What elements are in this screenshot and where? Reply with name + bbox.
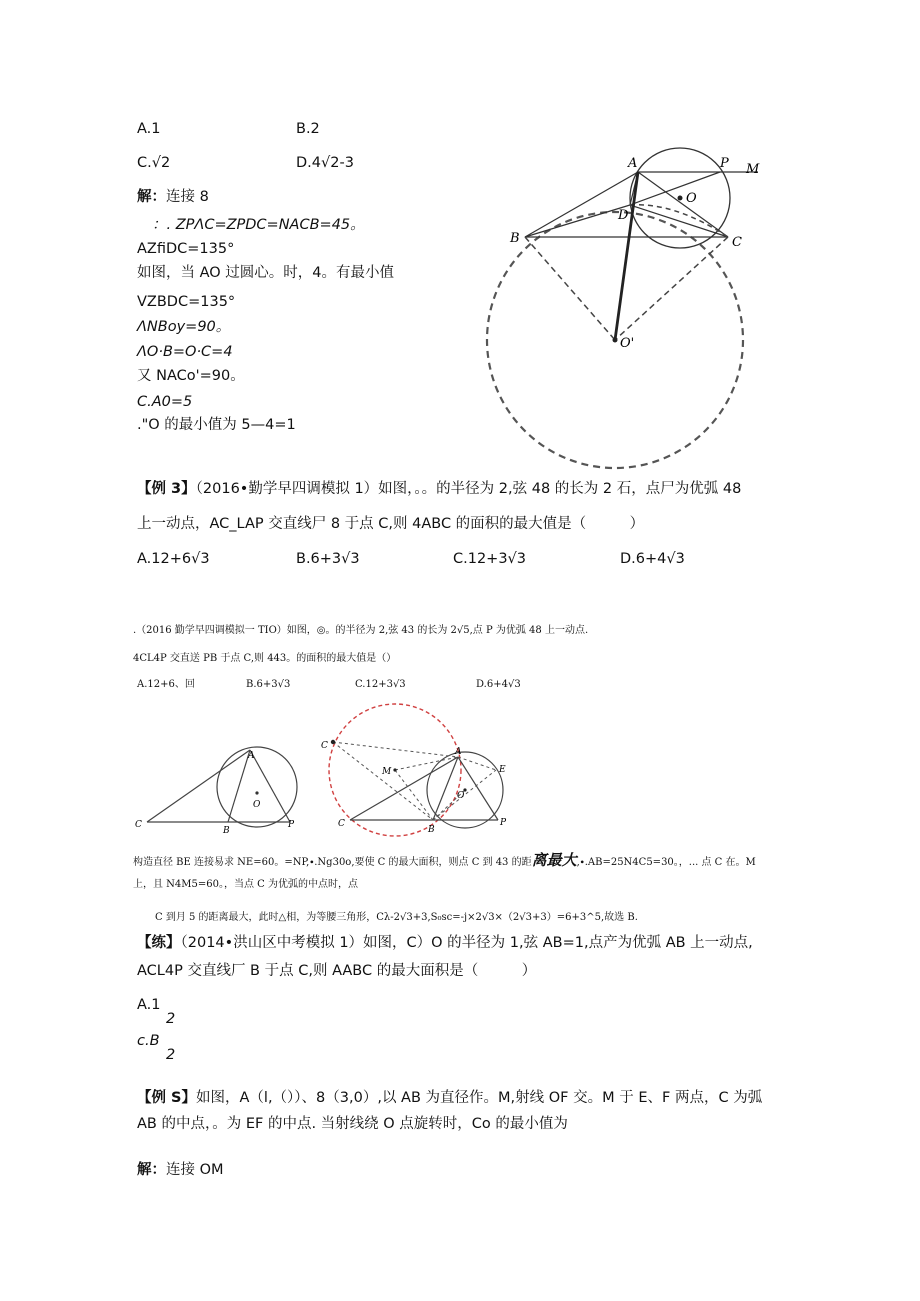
example5-line2: AB 的中点，。为 EF 的中点. 当射线绕 O 点旋转时，Co 的最小值为 bbox=[137, 1116, 568, 1132]
label-m: M bbox=[746, 162, 760, 177]
fig2-center bbox=[255, 791, 258, 794]
line-ab bbox=[525, 172, 638, 237]
option-d: D.4√2-3 bbox=[296, 155, 354, 171]
fig2-label-p: P bbox=[288, 820, 295, 830]
line-dc bbox=[630, 205, 728, 237]
practice-line1 bbox=[137, 936, 753, 951]
label-p: P bbox=[720, 156, 729, 171]
small-line2: 4CL4P 交直送 PB 于点 C,则 443。的面积的最大值是（） bbox=[133, 653, 397, 664]
solution-head: 解： bbox=[137, 189, 166, 205]
small-solution-1a: 构造直径 BE 连接易求 NE=60。=NP,∙.Ng30o,要使 C 的最大面积，则点 C 到 43 的距 bbox=[133, 857, 532, 868]
fig3-dash-ma bbox=[395, 757, 458, 770]
example3-opt-a: A.12+6√3 bbox=[137, 551, 210, 567]
solution-line-3: 如图，当 AO 过圆心。时，4。有最小值 bbox=[137, 265, 395, 281]
label-b: B bbox=[510, 231, 520, 246]
option-b: B.2 bbox=[296, 121, 320, 137]
small-opt-c: C.12+3√3 bbox=[355, 679, 406, 690]
line-bd bbox=[525, 205, 630, 237]
label-d: D bbox=[618, 208, 629, 223]
line-ac bbox=[638, 172, 728, 237]
geometry-figure-1 bbox=[470, 140, 770, 480]
example5-tag: 【例 S】 bbox=[137, 1090, 196, 1106]
option-c: C.√2 bbox=[137, 155, 171, 171]
solution-line-4: VZBDC=135° bbox=[137, 294, 236, 310]
fig3-line-ap bbox=[458, 757, 498, 820]
small-opt-d: D.6+4√3 bbox=[476, 679, 521, 690]
fig3-label-m: M bbox=[382, 767, 392, 777]
practice-tag: 【练】 bbox=[137, 935, 181, 951]
example3-opt-c: C.12+3√3 bbox=[453, 551, 527, 567]
solution-line-1: ：. ZPΛC=ZPDC=NACB=45。 bbox=[152, 217, 365, 233]
fig3-label-b: B bbox=[428, 825, 435, 835]
example3-tag: 【例 3】 bbox=[137, 481, 196, 497]
practice-opt-c: c.B bbox=[137, 1033, 160, 1049]
fig3-dash-c1a bbox=[333, 742, 458, 757]
small-line1: .（2016 勤学早四调模拟一 TIO）如图，◎。的半径为 2,弦 43 的长为 2√5,点 P 为优弧 48 上一动点. bbox=[133, 625, 589, 636]
small-solution-line3: C 到月 5 的距离最大，此时△相，为等腰三角形，Cλ-2√3+3,S₀sc=-j×2√3×（2√3+3）=6+3^5,故选 B. bbox=[155, 912, 638, 923]
fig3-label-o: O bbox=[457, 791, 465, 801]
example3-text1: （2016•勤学早四调模拟 1）如图，。。的半径为 2,弦 48 的长为 2 石，点尸为优弧 48 bbox=[195, 481, 742, 497]
label-o: O bbox=[686, 191, 697, 206]
example3-line2: 上一动点，AC_LAP 交直线尸 8 于点 C,则 4ABC 的面积的最大值是（ ） bbox=[137, 516, 645, 532]
practice-line2: ACL4P 交直线厂 B 于点 C,则 AABC 的最大面积是（ ） bbox=[137, 963, 537, 979]
fig3-line-ca bbox=[350, 757, 458, 820]
fig2-label-a: A bbox=[248, 751, 255, 761]
option-a: A.1 bbox=[137, 121, 161, 137]
dashed-co2 bbox=[615, 237, 728, 340]
dashed-bo2 bbox=[525, 237, 615, 340]
example3-line1 bbox=[137, 482, 741, 497]
fig2-line-ap bbox=[250, 750, 290, 822]
fig3-label-c2: C bbox=[338, 819, 345, 829]
practice-opt-a: A.1 bbox=[137, 997, 161, 1013]
example3-opt-d: D.6+4√3 bbox=[620, 551, 685, 567]
solution-line-6: ΛO·B=O·C=4 bbox=[137, 344, 233, 360]
fig3-line-ab bbox=[433, 757, 458, 820]
solution-line-2: AZfiDC=135° bbox=[137, 241, 235, 257]
practice-opt-c-sub: 2 bbox=[166, 1047, 176, 1063]
label-a: A bbox=[628, 156, 638, 171]
geometry-figure-2 bbox=[130, 745, 310, 840]
fig3-dash-ae bbox=[458, 757, 496, 770]
fig3-label-e: E bbox=[499, 765, 506, 775]
small-opt-a: A.12+6、回 bbox=[137, 679, 195, 690]
fig3-point-c1 bbox=[331, 740, 335, 744]
example3-opt-b: B.6+3√3 bbox=[296, 551, 360, 567]
example5-line1 bbox=[137, 1091, 762, 1106]
small-solution-line1 bbox=[133, 853, 756, 868]
center-o bbox=[678, 196, 683, 201]
fig3-point-m bbox=[393, 768, 396, 771]
solution-line-5: ΛNBoy=90。 bbox=[137, 319, 231, 335]
fig3-label-a: A bbox=[455, 747, 462, 757]
solution-line-0 bbox=[137, 190, 209, 205]
fig3-label-c1: C bbox=[321, 741, 328, 751]
line-pd bbox=[630, 172, 720, 205]
solution-line-9: ."O 的最小值为 5—4=1 bbox=[137, 417, 296, 433]
small-solution-1c: ,∙.AB=25N4C5=30。，... 点 C 在。M bbox=[576, 857, 756, 868]
solution-line-8: C.A0=5 bbox=[137, 394, 193, 410]
label-o-prime: O' bbox=[620, 336, 635, 351]
practice-text1: （2014•洪山区中考模拟 1）如图，C）O 的半径为 1,弦 AB=1,点产为优弧 AB 上一动点, bbox=[180, 935, 753, 951]
fig3-label-p: P bbox=[500, 818, 507, 828]
fig2-line-ca bbox=[147, 750, 250, 822]
fig2-label-c: C bbox=[135, 820, 142, 830]
small-opt-b: B.6+3√3 bbox=[246, 679, 291, 690]
final-solution-text: 连接 OM bbox=[166, 1162, 224, 1178]
fig2-line-ab bbox=[228, 750, 250, 822]
small-solution-1b: 离最大 bbox=[531, 851, 577, 869]
small-solution-line2: 上，且 N4M5=60。，当点 C 为优弧的中点时，点 bbox=[133, 879, 359, 890]
final-solution-line bbox=[137, 1163, 224, 1178]
solution-line-7: 又 NACo'=90。 bbox=[137, 368, 245, 384]
solution-first: 连接 8 bbox=[166, 189, 209, 205]
fig2-label-b: B bbox=[223, 826, 230, 836]
line-ao2 bbox=[615, 172, 638, 340]
center-o2 bbox=[613, 338, 618, 343]
example5-text1: 如图，A（l,（））、8（3,0）,以 AB 为直径作。M,射线 OF 交。M 于 E、F 两点，C 为弧 bbox=[196, 1090, 763, 1106]
label-c: C bbox=[732, 235, 742, 250]
geometry-figure-3 bbox=[318, 700, 518, 840]
fig2-label-o: O bbox=[253, 800, 261, 810]
practice-opt-a-sub: 2 bbox=[166, 1011, 176, 1027]
fig2-circle bbox=[217, 747, 297, 827]
final-solution-head: 解： bbox=[137, 1162, 166, 1178]
